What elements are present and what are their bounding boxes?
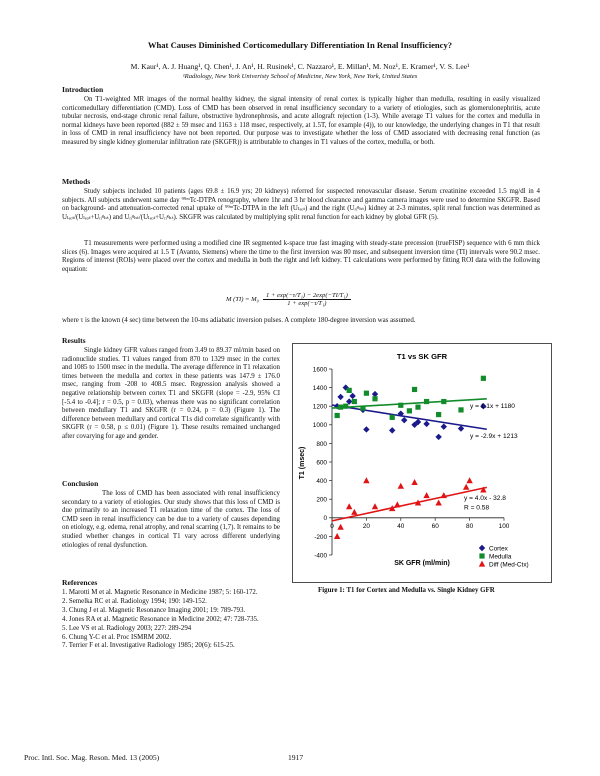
- figure-caption: Figure 1: T1 for Cortex and Medulla vs. Single Kidney GFR: [318, 587, 495, 594]
- methods-body-1: Study subjects included 10 patients (ages 69.8 ± 16.9 yrs; 20 kidneys) referred for suspected renovascular disease. Serum creatinine exceeded 1.5 mg/dl in 4 subjects. All subjects underwent same day ⁹⁹ᵐTc-DTPA renography, where 1hr and 3 hr blood clearance and gamma camera images were used to determine SKGFR. Based on background- and attenuation-corrected renal uptake of ⁹⁹ᵐTc-DTPA in the left (Uₗₑₒₜ) and the right (Uᵣᵢᵍₕₜ) kidney at 2-3 minutes, split renal function was determined as Uₗₑₒₜ/(Uₗₑₒₜ+Uᵣᵢᵍₕₜ) and Uᵣᵢᵍₕₜ/(Uₗₑₒₜ+Uᵣᵢᵍₕₜ). SKGFR was calculated by multiplying split renal function for each kidney by global GFR (5).: [62, 188, 540, 221]
- medulla-point: [415, 405, 420, 410]
- medulla-point: [407, 408, 412, 413]
- y-tick-label: -400: [314, 552, 327, 560]
- y-tick-label: 1400: [312, 385, 327, 392]
- x-tick-label: 80: [466, 522, 474, 530]
- medulla-point: [412, 387, 417, 392]
- legend-label: Medulla: [489, 553, 512, 561]
- y-tick-label: 1000: [312, 422, 327, 430]
- equation-lhs: M (TI) = M₀: [226, 296, 259, 303]
- reference-item: 3. Chung J et al. Magnetic Resonance Imaging 2001; 19: 789-793.: [62, 606, 246, 614]
- regression-annotation: R = 0.58: [464, 504, 490, 512]
- medulla-point: [398, 403, 403, 408]
- t1-equation: [226, 292, 351, 307]
- figure-1-chart: [292, 343, 552, 583]
- x-tick-label: 100: [498, 522, 510, 530]
- results-heading: Results: [62, 336, 86, 345]
- chart-title: T1 vs SK GFR: [396, 352, 448, 361]
- legend-label: Cortex: [489, 545, 508, 553]
- methods-para-3: where τ is the known (4 sec) time between the 10-ms adiabatic inversion pulses. A complete 180-degree inversion was assumed.: [62, 317, 416, 324]
- affiliation: ¹Radiology, New York Univeristy School of Medicine, New York, New York, United States: [182, 73, 418, 80]
- medulla-point: [481, 376, 486, 381]
- medulla-point: [364, 391, 369, 396]
- medulla-point: [390, 415, 395, 420]
- x-tick-label: 20: [362, 522, 370, 530]
- reference-item: 7. Terrier F et al. Investigative Radiology 1985; 20(6): 615-25.: [62, 642, 235, 650]
- y-tick-label: -200: [314, 533, 327, 541]
- reference-item: 2. Semelka RC et al. Radiology 1994; 190: 149-152.: [62, 597, 207, 605]
- y-tick-label: 400: [316, 478, 327, 485]
- footer-proceedings: Proc. Intl. Soc. Mag. Reson. Med. 13 (2005): [24, 753, 160, 762]
- regression-annotation: y = 1.1x + 1180: [470, 403, 515, 411]
- equation-denominator: 1 + exp(−τ/T₁): [287, 300, 327, 307]
- conclusion-heading: Conclusion: [62, 479, 99, 488]
- methods-heading: Methods: [62, 177, 91, 186]
- results-body: Single kidney GFR values ranged from 3.49 to 89.37 ml/min based on radionuclide studies. T1 values ranged from 870 to 1329 msec in the cortex and 1085 to 1500 msec in the medulla. The average difference in T1 relaxation times between the medulla and cortex in these patients was 147.9 ± 176.0 msec, ranging from -208 to 408.5 msec. Regression analysis showed a negative relationship between cortex T1 and SKGFR (slope = -2.9, 95% CI [-5.4 to -0.4]; r = 0.5, p = 0.03), whereas there was no significant correlation between medullary T1 and SKGFR (r = 0.24, p = 0.3) (Figure 1). The difference between medullary and cortical T1s did correlate significantly with SKGFR (r = 0.58, p ≤ 0.01) (Figure 1). These results remained unchanged after covarying for age and gender.: [62, 347, 280, 440]
- equation-fraction: [263, 292, 351, 307]
- regression-annotation: y = 4.0x - 32.8: [464, 495, 506, 503]
- medulla-point: [360, 405, 365, 410]
- intro-text: [62, 96, 540, 148]
- y-axis-label: T1 (msec): [299, 446, 306, 480]
- y-tick-label: 600: [316, 459, 327, 467]
- equation-numerator: 1 + exp(−τ/T₁) − 2exp(−TI/T₁): [263, 292, 351, 300]
- medulla-point: [343, 404, 348, 409]
- chart-frame: [293, 344, 552, 583]
- medulla-point: [424, 399, 429, 404]
- medulla-point: [338, 405, 343, 410]
- conclusion-text: [62, 490, 280, 550]
- medulla-point: [347, 388, 352, 393]
- y-tick-label: 200: [316, 496, 327, 504]
- regression-annotation: y = -2.9x + 1213: [470, 432, 518, 440]
- x-tick-label: 40: [397, 522, 405, 530]
- reference-item: 4. Jones RA et al. Magnetic Resonance in Medicine 2002; 47: 728-735.: [62, 615, 259, 623]
- intro-heading: Introduction: [62, 85, 104, 94]
- author-list: M. Kaur¹, A. J. Huang¹, Q. Chen¹, J. An¹, H. Rusinek¹, C. Nazzaro¹, E. Millan¹, M. Noz¹, E. Kramer¹, V. S. Lee¹: [130, 62, 470, 71]
- medulla-point: [335, 413, 340, 418]
- results-text: [62, 347, 280, 442]
- reference-item: 6. Chung Y-C et al. Proc ISMRM 2002.: [62, 633, 172, 641]
- medulla-point: [352, 399, 357, 404]
- conclusion-body: The loss of CMD has been associated with renal insufficiency secondary to a variety of etiologies. Our study shows that this loss of CMD is due primarily to an increased T1 relaxation time of the cortex. The loss of CMD seen in renal insufficiency can be due to a variety of causes depending on etiology, e.g. edema, renal atrophy, and renal scarring (1,7). It remains to be studied whether changes in cortical T1 vary across different underlying etiologies of renal dysfunction.: [62, 490, 280, 549]
- legend-marker: [479, 553, 484, 558]
- medulla-point: [458, 407, 463, 412]
- reference-item: 5. Lee VS et al. Radiology 2003; 227: 289-294: [62, 624, 192, 632]
- medulla-point: [441, 399, 446, 404]
- x-tick-label: 0: [330, 522, 334, 530]
- x-axis-label: SK GFR (ml/min): [394, 560, 450, 567]
- methods-body-2: T1 measurements were performed using a modified cine IR segmented k-space true fast imaging with steady-state precession (trueFISP) sequence with 6 mm thick slices (6). Images were acquired at 1.5 T (Avanto, Siemens) where the time to the first inversion was 80 msec, and subsequent inversion time (TI) intervals were 90.2 msec. Regions of interest (ROIs) were placed over the cortex and medulla in both the right and left kidney. T1 calculations were performed by fitting ROI data with the following equation:: [62, 240, 540, 273]
- y-tick-label: 1200: [312, 403, 327, 411]
- references-heading: References: [62, 578, 98, 587]
- intro-body: On T1-weighted MR images of the normal healthy kidney, the signal intensity of renal cortex is typically higher than medulla, resulting in easily visualized corticomedullary differentiation (CMD). Loss of CMD has been observed in renal insufficiency secondary to a variety of etiologies, such as glomerulonephritis, acute tubular necrosis, end-stage chronic renal failure, obstructive hydronephrosis, and acute allograft rejection (1-3). While average T1 values for the cortex and medulla in normal kidneys have been reported (882 ± 59 msec and 1163 ± 118 msec, respectively, at 1.5T, for example (4)), to our knowledge, the underlying changes in T1 that result in loss of CMD in renal insufficiency have not been reported. Our purpose was to investigate whether the loss of CMD associated with decreasing renal function (as measured by single kidney glomerular infiltration rate (SKGFR)) is attributable to changes in T1 values of the cortex, medulla, or both.: [62, 96, 540, 146]
- legend-label: Diff (Med-Ctx): [489, 561, 529, 569]
- y-tick-label: 1600: [312, 366, 327, 374]
- medulla-point: [436, 412, 441, 417]
- reference-item: 1. Marotti M et al. Magnetic Resonance in Medicine 1987; 5: 160-172.: [62, 589, 258, 596]
- y-tick-label: 0: [323, 515, 327, 523]
- x-tick-label: 60: [431, 522, 439, 530]
- methods-para-1: [62, 188, 540, 222]
- page-number: 1917: [288, 753, 304, 762]
- paper-title: What Causes Diminished Corticomedullary Differentiation In Renal Insufficiency?: [147, 40, 453, 50]
- y-tick-label: 800: [316, 440, 327, 448]
- medulla-point: [372, 396, 377, 401]
- reference-list: [62, 589, 362, 651]
- methods-para-2: [62, 240, 540, 274]
